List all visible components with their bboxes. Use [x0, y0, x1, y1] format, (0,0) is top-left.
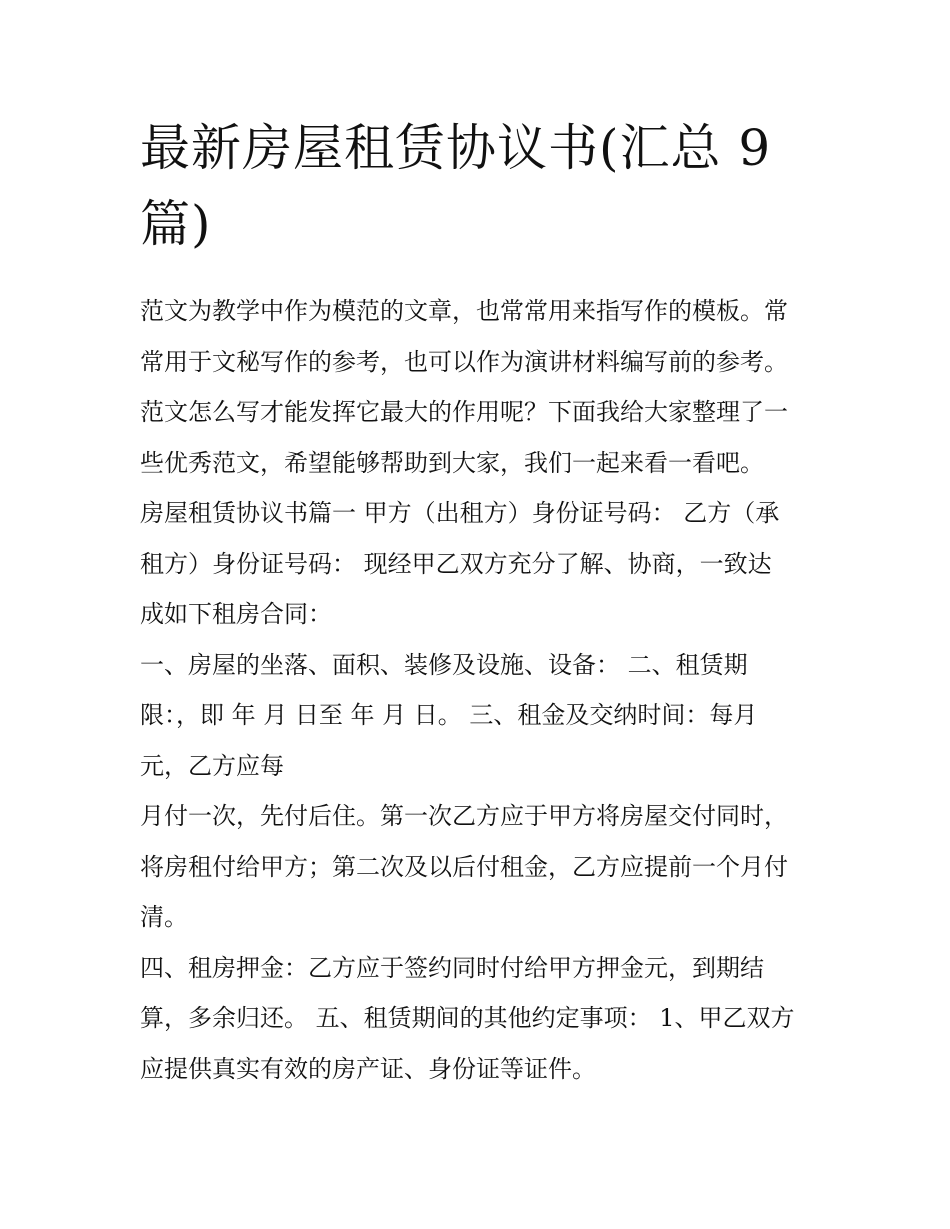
title-line: 最新房屋租赁协议书(汇总 9 [140, 119, 772, 177]
text-line: 限：，即 年 月 日至 年 月 日。 三、租金及交纳时间：每月 [140, 701, 758, 729]
document-page [140, 110, 820, 1094]
text-line: 清。 [140, 903, 188, 931]
title-line: 篇) [140, 195, 212, 253]
text-line: 元，乙方应每 [140, 751, 284, 780]
document-title [140, 110, 820, 262]
text-line: 成如下租房合同： [140, 600, 332, 628]
text-line: 月付一次，先付后住。第一次乙方应于甲方将房屋交付同时， [140, 802, 788, 830]
text-line: 些优秀范文，希望能够帮助到大家，我们一起来看一看吧。 [140, 448, 764, 477]
intro-paragraph [140, 286, 820, 488]
clause-4-5-paragraph [140, 943, 820, 1095]
text-line: 房屋租赁协议书篇一 甲方（出租方）身份证号码： 乙方（承 [140, 499, 780, 527]
payment-paragraph [140, 791, 820, 943]
text-line: 将房租付给甲方；第二次及以后付租金，乙方应提前一个月付 [140, 852, 788, 881]
text-line: 一、房屋的坐落、面积、装修及设施、设备： 二、租赁期 [140, 650, 748, 679]
text-line: 租方）身份证号码： 现经甲乙双方充分了解、协商，一致达 [140, 549, 772, 578]
text-line: 四、租房押金：乙方应于签约同时付给甲方押金元，到期结 [140, 953, 764, 982]
text-line: 范文为教学中作为模范的文章，也常常用来指写作的模板。常 [140, 297, 788, 325]
text-line: 常用于文秘写作的参考，也可以作为演讲材料编写前的参考。 [140, 347, 788, 376]
text-line: 应提供真实有效的房产证、身份证等证件。 [140, 1054, 596, 1083]
text-line: 范文怎么写才能发挥它最大的作用呢？下面我给大家整理了一 [140, 398, 788, 426]
agreement-header-paragraph [140, 488, 820, 640]
clause-1-3-paragraph [140, 640, 820, 792]
text-line: 算，多余归还。 五、租赁期间的其他约定事项： 1、甲乙双方 [140, 1004, 795, 1032]
